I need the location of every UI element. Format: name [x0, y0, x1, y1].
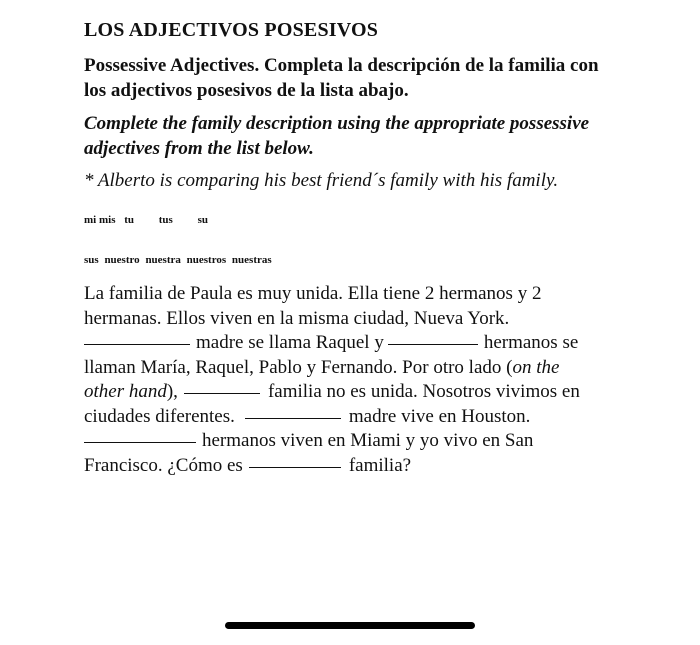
instructions-spanish: Possessive Adjectives. Completa la descripción de la familia con los adjectivos posesivos de la lista abajo.	[84, 55, 599, 101]
passage-italic-text: on the	[512, 356, 560, 378]
word-bank-item: tu	[124, 214, 135, 226]
passage-text: llaman María, Raquel, Pablo y Fernando. Por otro lado (	[84, 356, 513, 378]
word-bank-item: nuestras	[231, 254, 272, 266]
passage-text: madre vive en Houston.	[348, 405, 531, 427]
passage-line	[84, 331, 624, 356]
passage-line: La familia de Paula es muy unida. Ella tiene 2 hermanos y 2	[84, 283, 542, 304]
passage-text: madre se llama Raquel y	[196, 332, 384, 353]
word-bank-item: su	[197, 214, 208, 226]
word-bank-item: nuestros	[186, 254, 227, 266]
passage-text: Francisco. ¿Cómo es	[84, 454, 243, 476]
answer-blank-4[interactable]	[245, 418, 341, 419]
passage-line	[84, 429, 624, 454]
home-indicator-bar[interactable]	[225, 622, 475, 629]
context-note: * Alberto is comparing his best friend´s family with his family.	[84, 170, 559, 191]
passage-line: hermanas. Ellos viven en la misma ciudad, Nueva York.	[84, 307, 510, 329]
word-bank-row-2	[84, 254, 275, 266]
word-bank-item: sus	[84, 254, 99, 266]
passage-line	[84, 454, 624, 479]
answer-blank-5[interactable]	[84, 442, 196, 443]
passage-line	[84, 380, 624, 405]
page-title: LOS ADJECTIVOS POSESIVOS	[84, 19, 379, 41]
instructions-english: Complete the family description using the appropriate possessive adjectives from the list below.	[84, 113, 590, 159]
passage-text: hermanos se	[483, 332, 579, 353]
passage-line	[84, 356, 624, 381]
word-bank-row-1	[84, 214, 230, 226]
passage-text: familia?	[348, 454, 412, 476]
passage-text: hermanos viven en Miami y yo vivo en San	[202, 430, 534, 451]
passage-line	[84, 405, 624, 430]
passage-italic-text: other hand	[84, 381, 167, 402]
answer-blank-1[interactable]	[84, 344, 190, 345]
answer-blank-2[interactable]	[388, 344, 478, 345]
word-bank-item: nuestra	[145, 254, 181, 266]
passage-text: ),	[166, 381, 178, 402]
passage-text: ciudades diferentes.	[84, 405, 235, 427]
passage-text: familia no es unida. Nosotros vivimos en	[267, 381, 580, 402]
family-passage	[84, 282, 624, 478]
word-bank-item: mi mis	[84, 214, 116, 226]
answer-blank-6[interactable]	[249, 467, 341, 468]
word-bank-item: nuestro	[104, 254, 140, 266]
word-bank-item: tus	[158, 214, 173, 226]
answer-blank-3[interactable]	[184, 393, 260, 394]
